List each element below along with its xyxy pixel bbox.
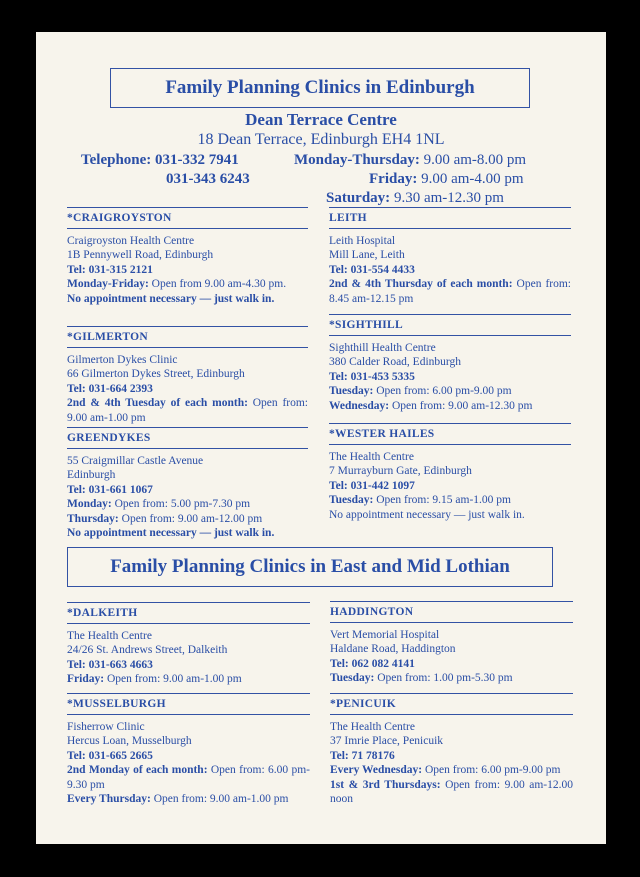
hours-label: Saturday: [326, 190, 391, 206]
clinic-line: Sighthill Health Centre [329, 341, 436, 354]
hours-label: 1st & 3rd Thursdays: [330, 778, 441, 791]
clinic-tel: Tel: 031-315 2121 [67, 263, 153, 276]
clinic-gilmerton [67, 326, 308, 425]
hours-label: Thursday: [67, 512, 119, 525]
clinic-line: 7 Murrayburn Gate, Edinburgh [329, 465, 472, 477]
hours-value: Open from: 9.15 am-1.00 pm [376, 494, 511, 506]
clinic-tel: Tel: 031-665 2665 [67, 749, 153, 762]
clinic-craigroyston [67, 207, 308, 306]
clinic-line: Leith Hospital [329, 234, 396, 247]
telephone-number-2: 031-343 6243 [166, 171, 250, 187]
hours-label: Wednesday: [329, 399, 390, 412]
hours-label: Every Thursday: [67, 793, 151, 805]
clinic-heading: *DALKEITH [67, 602, 310, 624]
clinic-tel: Tel: 031-554 4433 [329, 263, 415, 276]
clinic-line: 1B Pennywell Road, Edinburgh [67, 249, 214, 261]
clinic-line: Haldane Road, Haddington [330, 643, 456, 655]
hours-label: Monday: [67, 498, 112, 510]
clinic-line: 37 Imrie Place, Penicuik [330, 735, 444, 747]
edinburgh-title: Family Planning Clinics in Edinburgh [165, 77, 475, 98]
clinic-tel: Tel: 71 78176 [330, 749, 395, 762]
clinic-tel: Tel: 031-442 1097 [329, 479, 415, 492]
clinic-heading: *SIGHTHILL [329, 314, 571, 336]
clinic-greendykes [67, 427, 308, 541]
clinic-tel: Tel: 031-663 4663 [67, 658, 153, 671]
hours-value: Open from: 9.00 am-1.00 pm [153, 793, 289, 805]
clinic-line: Fisherrow Clinic [67, 720, 145, 733]
hours-label: 2nd & 4th Thursday of each month: [329, 278, 513, 290]
hours-value: Open from: 6.00 pm-9.30 pm [67, 764, 311, 791]
clinic-heading: *GILMERTON [67, 326, 308, 348]
leaflet-page [36, 32, 606, 844]
hours-label: 2nd & 4th Tuesday of each month: [67, 397, 248, 409]
dean-terrace-address: 18 Dean Terrace, Edinburgh EH4 1NL [197, 131, 445, 148]
clinic-line: 24/26 St. Andrews Street, Dalkeith [67, 644, 228, 656]
clinic-note: No appointment necessary — just walk in. [329, 508, 525, 521]
hours-label: Monday-Friday: [67, 278, 149, 290]
clinic-line: Vert Memorial Hospital [330, 628, 440, 641]
hours-label: Every Wednesday: [330, 764, 423, 776]
clinic-line: Hercus Loan, Musselburgh [67, 735, 192, 747]
hours-label: Monday-Thursday: [294, 152, 420, 168]
clinic-tel: Tel: 031-453 5335 [329, 370, 415, 383]
hours-value: Open from 9.00 am-4.30 pm. [151, 278, 287, 290]
hours-label: Friday: [67, 673, 105, 685]
clinic-dalkeith [67, 602, 310, 687]
telephone-number-1: 031-332 7941 [155, 152, 239, 168]
telephone-label: Telephone: [81, 152, 152, 168]
lothian-title-box [67, 547, 553, 587]
hours-value: 9.00 am-4.00 pm [421, 171, 524, 187]
clinic-heading: *MUSSELBURGH [67, 693, 310, 715]
hours-label: Tuesday: [329, 494, 374, 506]
hours-value: Open from: 5.00 pm-7.30 pm [114, 498, 251, 510]
lothian-title: Family Planning Clinics in East and Mid Lothian [110, 556, 510, 577]
hours-value: Open from: 6.00 pm-9.00 pm [425, 764, 561, 776]
clinic-tel: Tel: 031-664 2393 [67, 382, 153, 395]
clinic-line: 380 Calder Road, Edinburgh [329, 356, 462, 368]
clinic-note: No appointment necessary — just walk in. [67, 527, 275, 539]
clinic-haddington [330, 601, 573, 686]
clinic-tel: Tel: 062 082 4141 [330, 657, 415, 670]
clinic-line: Craigroyston Health Centre [67, 234, 195, 247]
clinic-heading: *CRAIGROYSTON [67, 207, 308, 229]
clinic-heading: GREENDYKES [67, 427, 308, 449]
clinic-line: 55 Craigmillar Castle Avenue [67, 454, 204, 467]
clinic-line: 66 Gilmerton Dykes Street, Edinburgh [67, 368, 245, 380]
dean-telephone [81, 151, 250, 189]
hours-label: Tuesday: [329, 385, 374, 397]
hours-label: 2nd Monday of each month: [67, 764, 208, 776]
hours-value: Open from: 8.45 am-12.15 pm [329, 278, 571, 305]
hours-label: Friday: [369, 171, 418, 187]
clinic-line: Gilmerton Dykes Clinic [67, 353, 178, 366]
clinic-heading: *PENICUIK [330, 693, 573, 715]
hours-value: Open from: 9.00 am-12.00 pm [121, 512, 263, 525]
clinic-leith [329, 207, 571, 306]
hours-value: 9.00 am-8.00 pm [423, 152, 527, 168]
clinic-wester-hailes [329, 423, 571, 522]
clinic-musselburgh [67, 693, 310, 807]
clinic-note: No appointment necessary — just walk in. [67, 292, 275, 305]
clinic-line: The Health Centre [329, 450, 414, 463]
clinic-line: The Health Centre [330, 720, 415, 733]
hours-value: Open from: 9.00 am-12.00 noon [330, 778, 574, 805]
clinic-sighthill [329, 314, 571, 413]
hours-label: Tuesday: [330, 672, 375, 684]
edinburgh-title-box [110, 68, 530, 108]
hours-value: Open from: 6.00 pm-9.00 pm [376, 385, 512, 397]
clinic-heading: LEITH [329, 207, 571, 229]
hours-value: Open from: 9.00 am-1.00 pm [67, 397, 308, 424]
hours-value: Open from: 9.00 am-1.00 pm [106, 673, 242, 685]
clinic-line: The Health Centre [67, 629, 152, 642]
hours-value: Open from: 9.00 am-12.30 pm [391, 399, 533, 412]
clinic-line: Mill Lane, Leith [329, 249, 405, 261]
clinic-tel: Tel: 031-661 1067 [67, 483, 153, 496]
clinic-penicuik [330, 693, 573, 807]
dean-terrace-name: Dean Terrace Centre [245, 110, 397, 129]
clinic-line: Edinburgh [67, 469, 116, 481]
clinic-heading: HADDINGTON [330, 601, 573, 623]
hours-value: Open from: 1.00 pm-5.30 pm [377, 672, 513, 684]
hours-value: 9.30 am-12.30 pm [393, 190, 504, 206]
dean-opening-hours [294, 151, 526, 208]
clinic-heading: *WESTER HAILES [329, 423, 571, 445]
